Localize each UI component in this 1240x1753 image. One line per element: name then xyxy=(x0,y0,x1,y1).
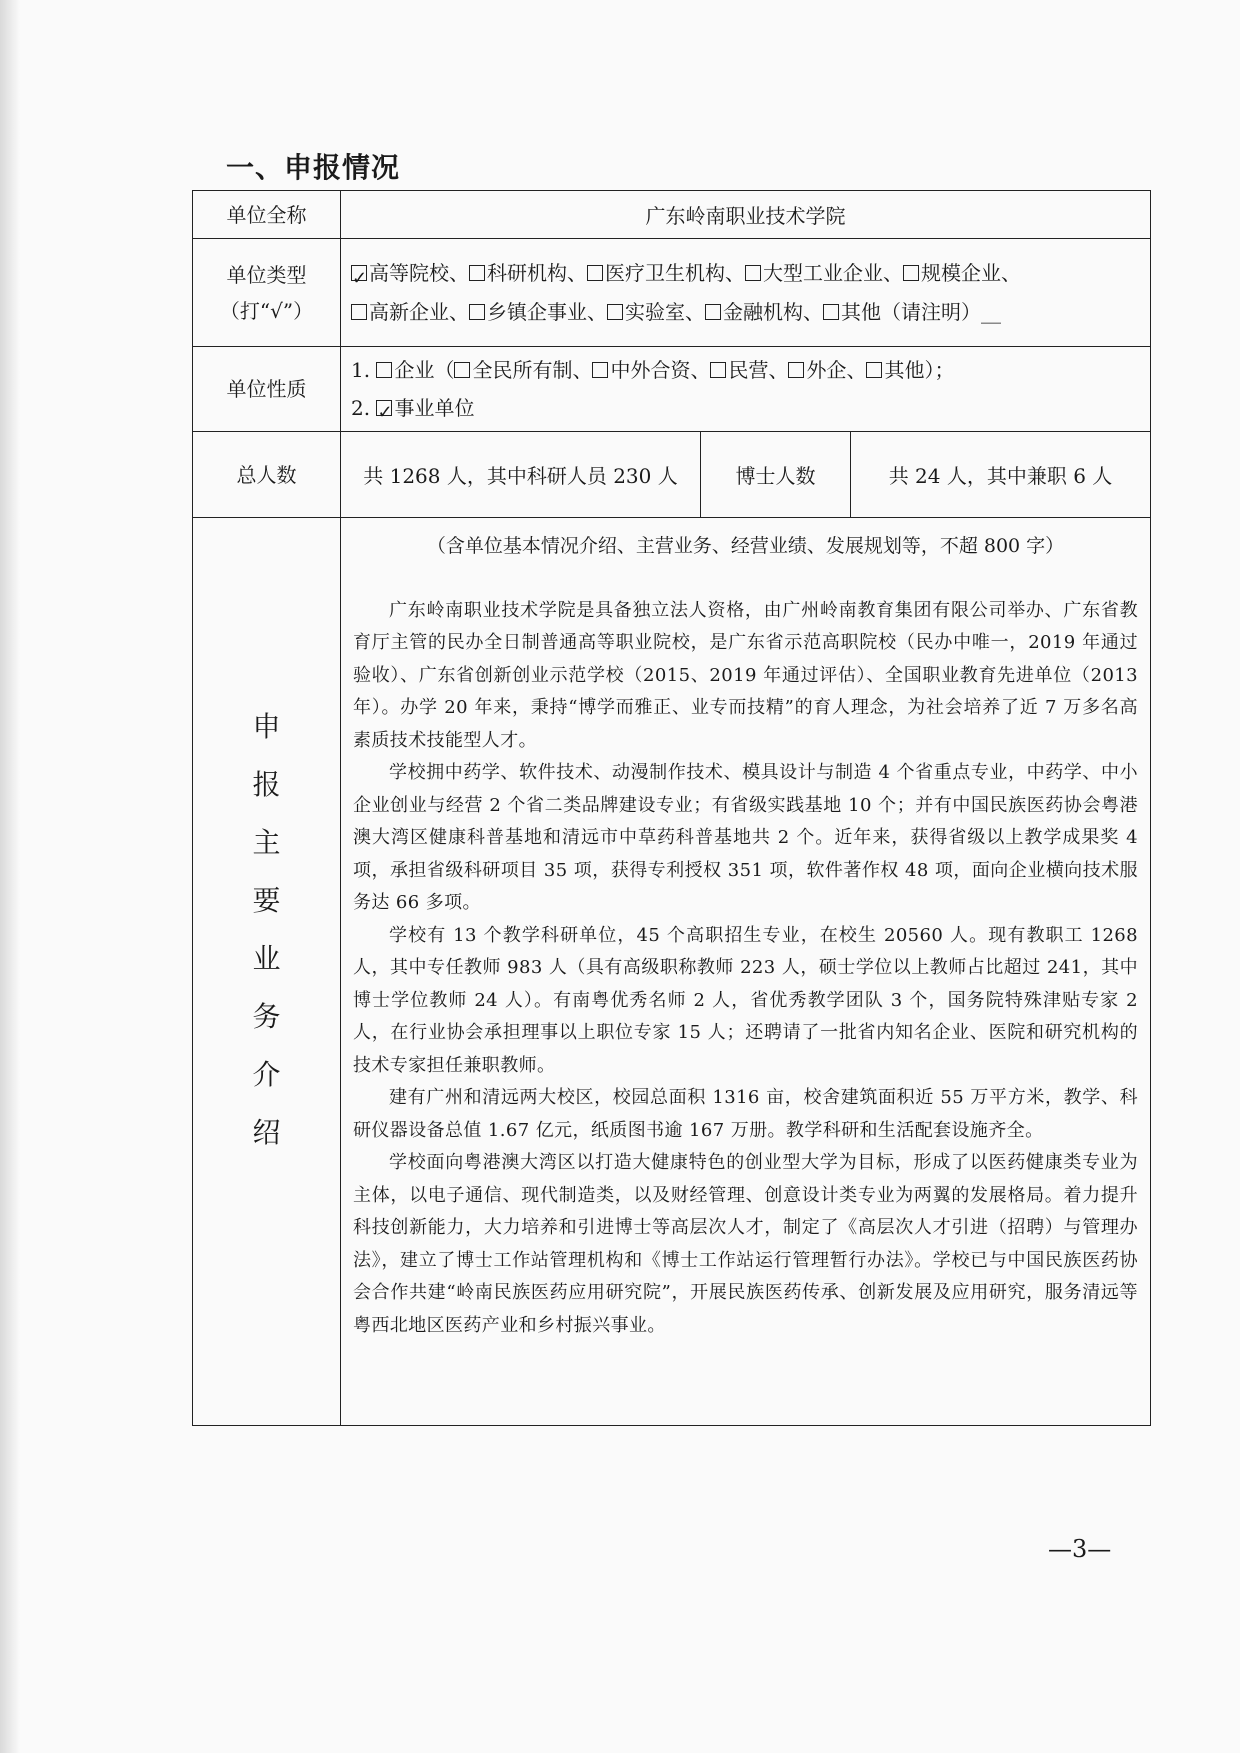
row-business-intro xyxy=(193,518,1151,1426)
checkbox[interactable] xyxy=(351,265,367,281)
checkbox[interactable] xyxy=(469,265,485,281)
checkbox[interactable] xyxy=(351,304,367,320)
nature-line-2: 2. ✓事业单位 xyxy=(351,389,1140,427)
checkbox[interactable] xyxy=(587,265,603,281)
enterprise-sub-options xyxy=(454,358,954,382)
section-title: 一、申报情况 xyxy=(226,151,401,184)
checkbox[interactable] xyxy=(903,265,919,281)
value-total-staff: 共 1268 人，其中科研人员 230 人 xyxy=(341,432,701,518)
vertical-label-char: 要 xyxy=(252,884,281,917)
option-label: 外企、 xyxy=(806,358,867,382)
checkbox[interactable] xyxy=(788,362,804,378)
intro-hint: （含单位基本情况介绍、主营业务、经营业绩、发展规划等，不超 800 字） xyxy=(426,535,1065,557)
label-unit-type-line1: 单位类型 xyxy=(226,262,307,287)
nature-line-1: 1. 企业（ 全民所有制、 中外合资、 民营、 外企、 其他）； xyxy=(351,358,955,382)
option-label: 其他）； xyxy=(884,358,955,382)
label-unit-type-line2: （打“√”） xyxy=(219,298,314,323)
scan-edge xyxy=(0,0,20,1753)
row-unit-type xyxy=(193,239,1151,347)
vertical-label-char: 务 xyxy=(252,1000,281,1033)
intro-paragraph: 学校面向粤港澳大湾区以打造大健康特色的创业型大学为目标，形成了以医药健康类专业为主体，以电子通信、现代制造类，以及财经管理、创意设计类专业为两翼的发展格局。着力提升科技创新能力，大力培养和引进博士等高层次人才，制定了《高层次人才引进（招聘）与管理办法》，建立了博士工作站管理机构和《博士工作站运行管理暂行办法》。学校已与中国民族医药协会合作共建“岭南民族医药应用研究院”，开展民族医药传承、创新发展及应用研究，服务清远等粤西北地区医药产业和乡村振兴事业。 xyxy=(353,1152,1138,1336)
option-label: 科研机构、 xyxy=(487,260,587,285)
checkbox[interactable] xyxy=(823,304,839,320)
checkbox[interactable] xyxy=(710,362,726,378)
vertical-label-char: 报 xyxy=(252,768,281,801)
option-label: 全民所有制、 xyxy=(472,358,593,382)
option-label: 其他（请注明）__ xyxy=(841,299,1001,324)
vertical-label-char: 业 xyxy=(252,942,281,975)
intro-paragraph: 学校拥中药学、软件技术、动漫制作技术、模具设计与制造 4 个省重点专业，中药学、中小企业创业与经营 2 个省二类品牌建设专业；有省级实践基地 10 个；并有中国民族医药协会粤港澳大湾区健康科普基地和清远市中草药科普基地共 2 个。近年来，获得省级以上教学成果奖 4 项，承担省级科研项目 35 项，获得专利授权 351 项，软件著作权 48 项，面向企业横向技术服务达 66 多项。 xyxy=(353,762,1138,913)
unit-type-option xyxy=(351,261,469,285)
intro-paragraph: 学校有 13 个教学科研单位，45 个高职招生专业，在校生 20560 人。现有教职工 1268 人，其中专任教师 983 人（具有高级职称教师 223 人，硕士学位以上教师占比超过 241，其中博士学位教师 24 人）。有南粤优秀名师 2 人，省优秀教学团队 3 个，国务院特殊津贴专家 2 人，在行业协会承担理事以上职位专家 15 人；还聘请了一批省内知名企业、医院和研究机构的技术专家担任兼职教师。 xyxy=(353,924,1138,1076)
checkbox[interactable] xyxy=(745,265,761,281)
label-unit-nature: 单位性质 xyxy=(193,347,341,432)
value-unit-name: 广东岭南职业技术学院 xyxy=(341,191,1151,239)
checkbox-public-institution[interactable] xyxy=(376,400,392,416)
checkbox[interactable] xyxy=(469,304,485,320)
page-number: —3— xyxy=(1048,1535,1112,1563)
unit-type-option xyxy=(745,261,903,285)
vertical-label-char: 申 xyxy=(252,710,281,743)
checkbox[interactable] xyxy=(454,362,470,378)
unit-type-option xyxy=(823,300,1001,324)
application-form-table xyxy=(192,190,1151,1426)
unit-type-option xyxy=(607,300,705,324)
option-label: 民营、 xyxy=(728,358,789,382)
checkbox[interactable] xyxy=(592,362,608,378)
option-label: 高新企业、 xyxy=(369,299,469,324)
intro-paragraph: 建有广州和清远两大校区，校园总面积 1316 亩，校舍建筑面积近 55 万平方米，教学、科研仪器设备总值 1.67 亿元，纸质图书逾 167 万册。教学科研和生活配套设施齐全。 xyxy=(353,1087,1138,1141)
row-unit-nature xyxy=(193,347,1151,432)
label-business-intro xyxy=(193,518,341,1426)
checkbox[interactable] xyxy=(607,304,623,320)
business-intro-content xyxy=(341,518,1151,1426)
checkbox[interactable] xyxy=(705,304,721,320)
unit-type-option xyxy=(351,300,469,324)
option-label: 规模企业、 xyxy=(921,260,1021,285)
label-unit-name: 单位全称 xyxy=(193,191,341,239)
unit-type-option xyxy=(587,261,745,285)
checkbox-enterprise[interactable] xyxy=(376,362,392,378)
option-label: 医疗卫生机构、 xyxy=(605,260,745,285)
unit-type-options xyxy=(341,239,1151,347)
label-unit-type xyxy=(193,239,341,347)
value-phd-count: 共 24 人，其中兼职 6 人 xyxy=(851,432,1151,518)
option-label: 中外合资、 xyxy=(610,358,711,382)
unit-type-option xyxy=(469,300,607,324)
option-label: 大型工业企业、 xyxy=(763,260,903,285)
option-label: 金融机构、 xyxy=(723,299,823,324)
row-unit-name xyxy=(193,191,1151,239)
intro-paragraph: 广东岭南职业技术学院是具备独立法人资格，由广州岭南教育集团有限公司举办、广东省教育厅主管的民办全日制普通高等职业院校，是广东省示范高职院校（民办中唯一，2019 年通过验收）、广东省创新创业示范学校（2015、2019 年通过评估）、全国职业教育先进单位（2013 年）。办学 20 年来，秉持“博学而雅正、业专而技精”的育人理念，为社会培养了近 7 万多名高素质技术技能型人才。 xyxy=(353,599,1138,751)
checkbox[interactable] xyxy=(866,362,882,378)
option-label: 乡镇企事业、 xyxy=(487,299,607,324)
vertical-label-char: 绍 xyxy=(252,1116,281,1149)
unit-type-option xyxy=(469,261,587,285)
unit-type-option xyxy=(705,300,823,324)
option-label: 高等院校、 xyxy=(369,260,469,285)
option-label: 实验室、 xyxy=(625,299,705,324)
label-phd-count: 博士人数 xyxy=(701,432,851,518)
unit-nature-options xyxy=(341,347,1151,432)
vertical-label-char: 介 xyxy=(252,1058,281,1091)
row-staff xyxy=(193,432,1151,518)
label-total-staff: 总人数 xyxy=(193,432,341,518)
unit-type-option xyxy=(903,261,1021,285)
vertical-label-char: 主 xyxy=(252,826,281,859)
